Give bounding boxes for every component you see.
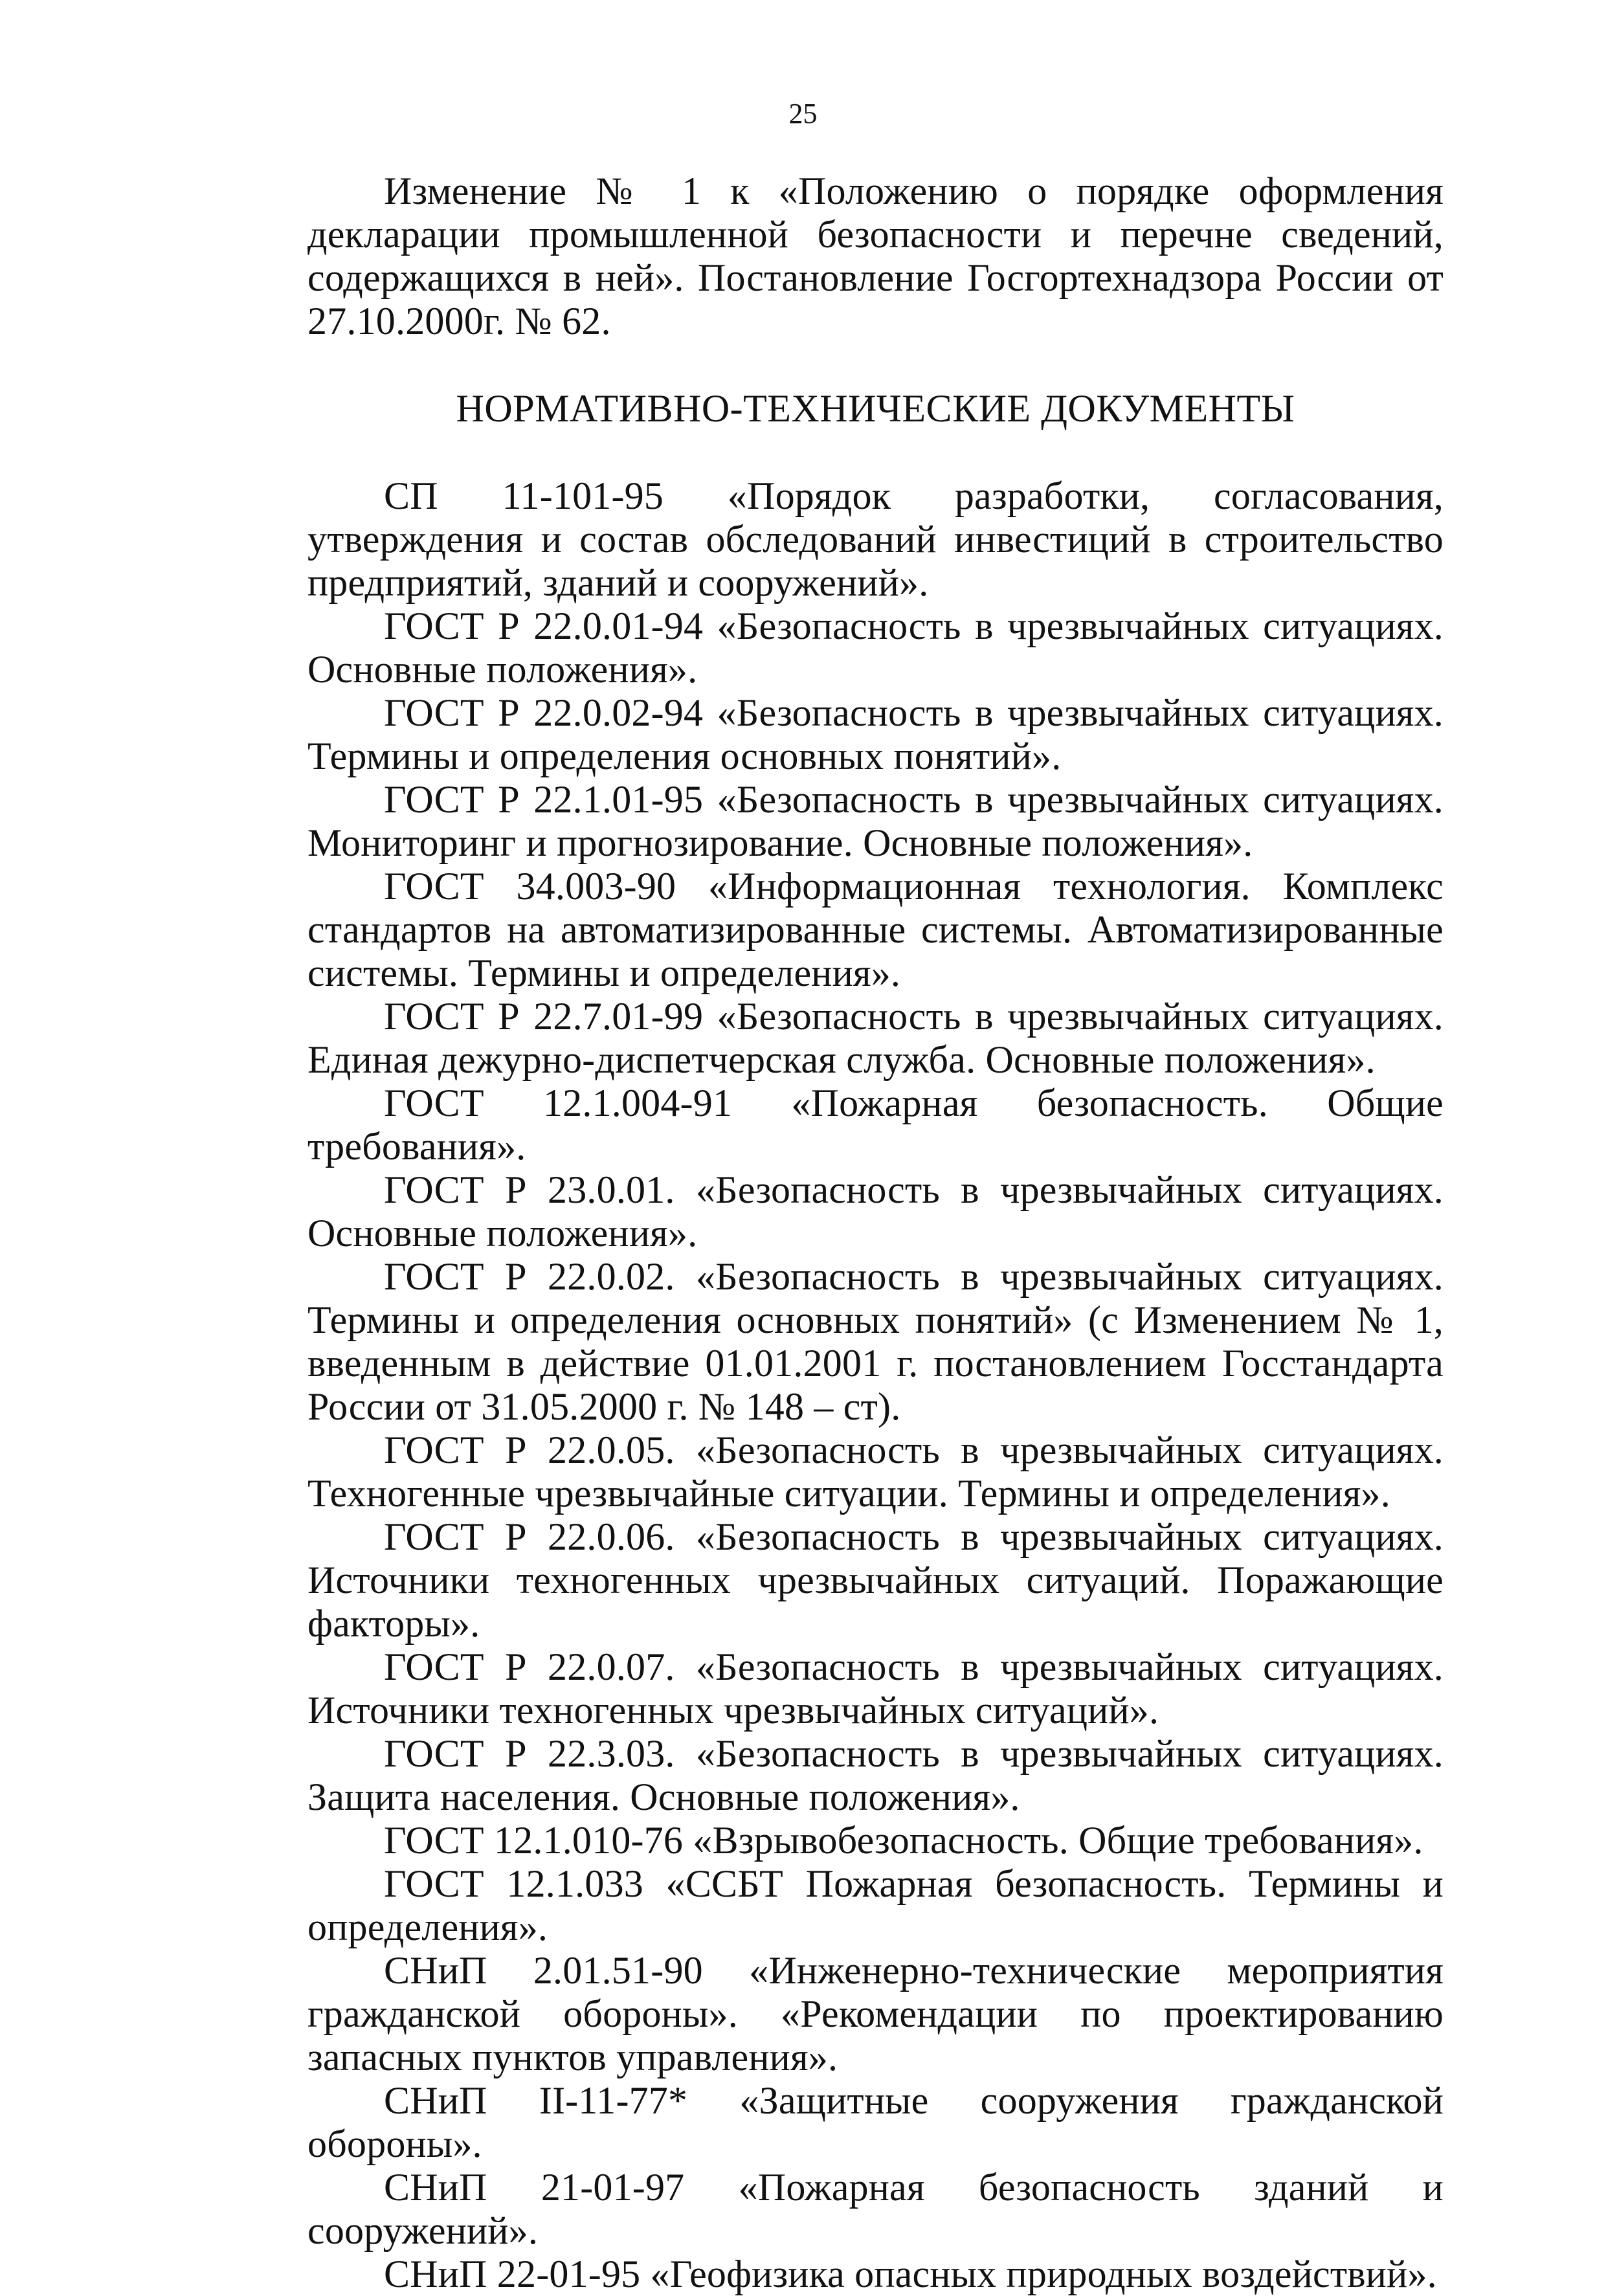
- document-item: ГОСТ Р 22.7.01-99 «Безопасность в чрезвычайных ситуациях. Единая дежурно-диспетчерская служба. Основные положения».: [307, 995, 1444, 1081]
- document-item: СП 11-101-95 «Порядок разработки, согласования, утверждения и состав обследований инвестиций в строительство предприятий, зданий и сооружений».: [307, 474, 1444, 604]
- document-item: ГОСТ 12.1.004-91 «Пожарная безопасность. Общие требования».: [307, 1082, 1444, 1168]
- document-item: СНиП 2.01.51-90 «Инженерно-технические мероприятия гражданской обороны». «Рекомендации по проектированию запасных пунктов управления».: [307, 1949, 1444, 2079]
- document-item: ГОСТ Р 22.0.02-94 «Безопасность в чрезвычайных ситуациях. Термины и определения основных понятий».: [307, 691, 1444, 777]
- document-body: [307, 170, 1444, 2296]
- documents-list: [307, 474, 1444, 2296]
- document-item: ГОСТ Р 22.0.06. «Безопасность в чрезвычайных ситуациях. Источники техногенных чрезвычайных ситуаций. Поражающие факторы».: [307, 1515, 1444, 1645]
- document-item: СНиП 21-01-97 «Пожарная безопасность зданий и сооружений».: [307, 2166, 1444, 2252]
- document-item: ГОСТ Р 22.0.05. «Безопасность в чрезвычайных ситуациях. Техногенные чрезвычайные ситуации. Термины и определения».: [307, 1429, 1444, 1515]
- section-heading: НОРМАТИВНО-ТЕХНИЧЕСКИЕ ДОКУМЕНТЫ: [456, 387, 1295, 430]
- document-item: СНиП II-11-77* «Защитные сооружения гражданской обороны».: [307, 2079, 1444, 2165]
- document-item: ГОСТ 12.1.033 «ССБТ Пожарная безопасность. Термины и определения».: [307, 1862, 1444, 1948]
- document-item: ГОСТ Р 23.0.01. «Безопасность в чрезвычайных ситуациях. Основные положения».: [307, 1168, 1444, 1254]
- document-item: ГОСТ Р 22.0.01-94 «Безопасность в чрезвычайных ситуациях. Основные положения».: [307, 605, 1444, 691]
- document-item: ГОСТ 12.1.010-76 «Взрывобезопасность. Общие требования».: [384, 1819, 1423, 1862]
- document-item: ГОСТ 34.003-90 «Информационная технология. Комплекс стандартов на автоматизированные системы. Автоматизированные системы. Термины и определения».: [307, 865, 1444, 994]
- page-number: 25: [788, 98, 818, 129]
- document-item: ГОСТ Р 22.0.07. «Безопасность в чрезвычайных ситуациях. Источники техногенных чрезвычайных ситуаций».: [307, 1645, 1444, 1732]
- intro-paragraph: Изменение № 1 к «Положению о порядке оформления декларации промышленной безопасности и перечне сведений, содержащихся в ней». Постановление Госгортехнадзора России от 27.10.2000г. № 62.: [307, 170, 1444, 342]
- document-item: ГОСТ Р 22.1.01-95 «Безопасность в чрезвычайных ситуациях. Мониторинг и прогнозирование. Основные положения».: [307, 778, 1444, 864]
- document-item: ГОСТ Р 22.3.03. «Безопасность в чрезвычайных ситуациях. Защита населения. Основные положения».: [307, 1732, 1444, 1818]
- document-item: СНиП 22-01-95 «Геофизика опасных природных воздействий».: [384, 2253, 1437, 2295]
- document-item: ГОСТ Р 22.0.02. «Безопасность в чрезвычайных ситуациях. Термины и определения основных понятий» (с Изменением № 1, введенным в действие 01.01.2001 г. постановлением Госстандарта России от 31.05.2000 г. № 148 – ст).: [307, 1255, 1444, 1428]
